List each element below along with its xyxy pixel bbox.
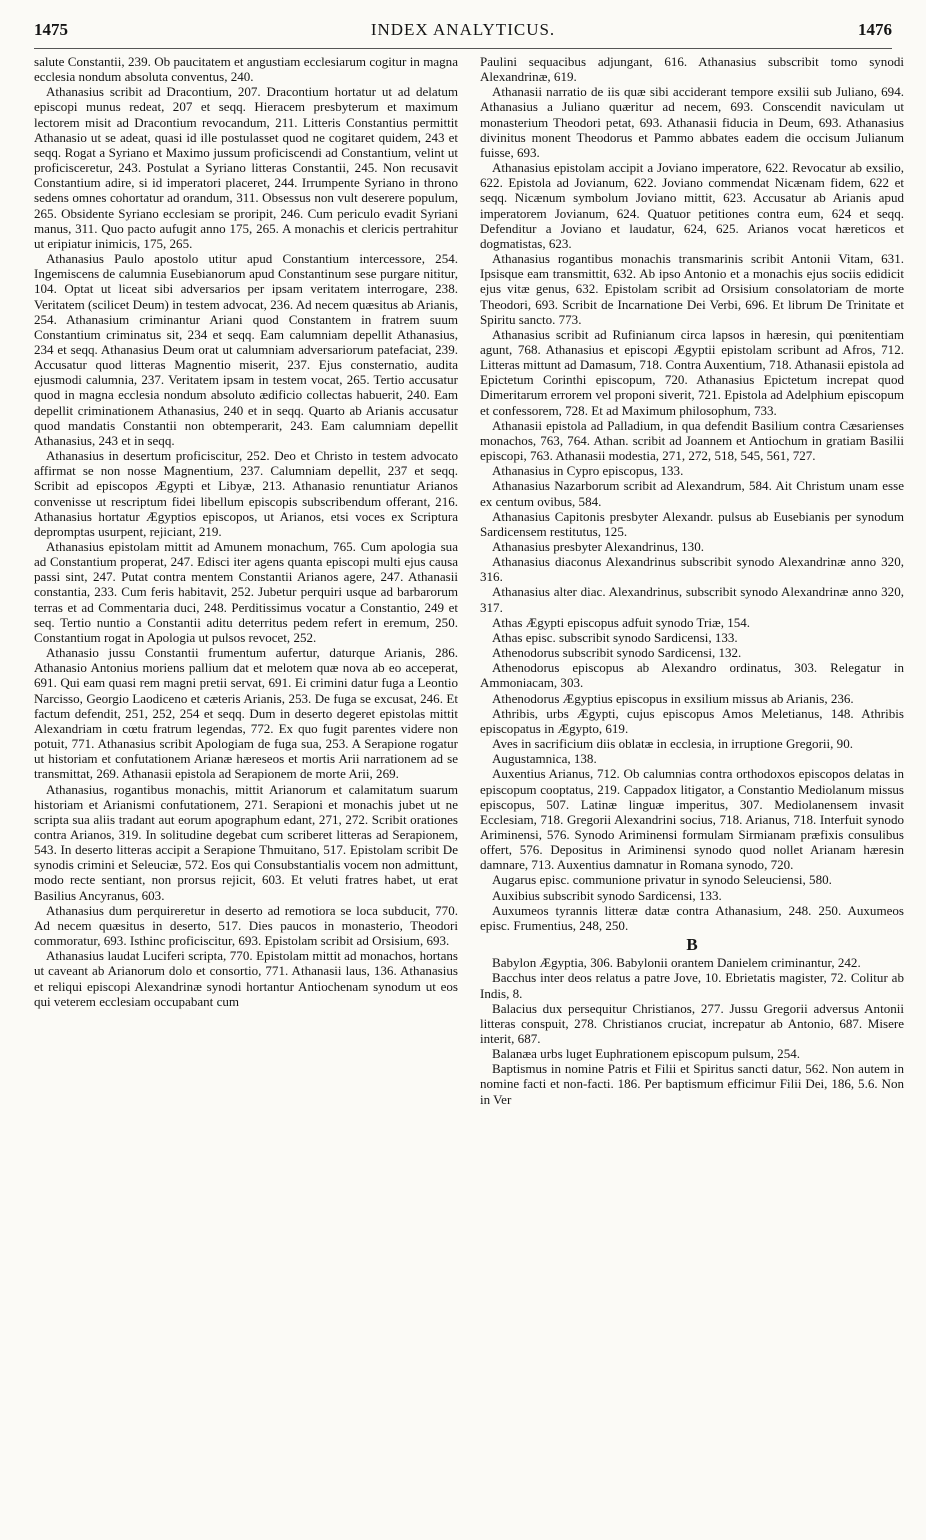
index-entry: Baptismus in nomine Patris et Filii et Spiritus sancti datur, 562. Non autem in nomine facti et non-facti. 186. Per baptismum efficimur Filii Dei, 186, 5.6. Non in Ver: [480, 1061, 904, 1107]
index-entry: Athanasii epistola ad Palladium, in qua defendit Basilium contra Cæsarienses monachos, 763, 764. Athan. scribit ad Joannem et Antiochum in gratiam Basilii episcopi, 763. Athanasii modestia, 271, 272, 518, 545, 561, 727.: [480, 417, 904, 464]
index-entry: Bacchus inter deos relatus a patre Jove, 10. Ebrietatis magister, 72. Colitur ab Indis, 8.: [480, 970, 904, 1001]
index-entry: Athanasius in Cypro episcopus, 133.: [492, 463, 684, 479]
index-entry: Augarus episc. communione privatur in synodo Seleuciensi, 580.: [492, 872, 832, 888]
index-entry: Athas episc. subscribit synodo Sardicensi, 133.: [492, 629, 738, 645]
right-column: [480, 54, 904, 1107]
index-entry: Athribis, urbs Ægypti, cujus episcopus Amos Meletianus, 148. Athribis episcopatus in Ægypto, 619.: [480, 705, 904, 736]
index-entry: Athanasius alter diac. Alexandrinus, subscribit synodo Alexandrinæ anno 320, 317.: [480, 584, 904, 615]
index-entry: Athanasio jussu Constantii frumentum aufertur, daturque Arianis, 286. Athanasio Antonius moriens pallium dat et melotem quæ nova ab eo acceperat, 691. Qui eam quasi rem magni pretii servat, 691. Ei crimini datur fuga a Leontio Narcisso, Georgio Laodiceno et cæteris Arianis, 253. De fuga se excusat, 246. Et factum defendit, 251, 252, 254 et seqq. Dum in deserto degeret epistolas mittit Alexandriam in cœtu fratrum legendas, 772. Ex quo fugit parentes videre non potuit, 771. Athanasius scribit Apologiam de fuga sua, 253. A Serapione rogatur ut historiam et confutationem Arianæ hæreseos et mortis Arii narrationem ad se transmittat, 269. Athanasii epistola ad Serapionem de morte Arii, 269.: [34, 645, 458, 782]
index-entry: Athanasius epistolam accipit a Joviano imperatore, 622. Revocatur ab exsilio, 622. Epistola ad Jovianum, 622. Joviano commendat Nicænam fidem, 622 et seqq. Nicænum symbolum Joviano mittit, 623. Accusatur ab Arianis apud imperatorem Jovianum, 624. Quatuor petitiones contra eum, 624 et seqq. Defenditur a Joviano et laudatur, 624, 625. Arianos vocat hæreticos et dogmatistas, 623.: [480, 160, 904, 251]
index-entry: Athanasius presbyter Alexandrinus, 130.: [492, 539, 704, 554]
index-entry: Augustamnica, 138.: [492, 751, 597, 767]
right-page-number: 1476: [858, 20, 892, 39]
index-entry: Athanasius rogantibus monachis transmarinis scribit Antonii Vitam, 631. Ipsisque eam transmittit, 632. Ab ipso Antonio et a monachis ejus sociis edidicit ejus vitæ genus, 632. Epistolam scribit ad Orsisium consolatoriam de morte Theodori, 693. Scribit de Incarnatione Dei Verbi, 696. Et librum De Trinitate et Spiritu sancto. 773.: [480, 251, 904, 327]
index-entry: Athanasius epistolam mittit ad Amunem monachum, 765. Cum apologia sua ad Constantium properat, 247. Edisci iter agens quanta episcopi multi ejus causa passi sint, 247. Putat contra mentem Constantii Arianos agere, 247. Athanasii constantia, 233. Cum feris habitavit, 252. Jubetur perquiri usque ad barbarorum terras et ad Commentaria duci, 248. Perditissimus vocatur a Constantio, 249 et seq. Tertio nuntio a Constantii aditu deterritus pedem refert in eremum, 250. Constantium rogat in Apologia ut pulsos revocet, 252.: [34, 539, 458, 645]
index-entry: Athanasius diaconus Alexandrinus subscribit synodo Alexandrinæ anno 320, 316.: [480, 554, 904, 585]
index-entry: Athanasius Nazarborum scribit ad Alexandrum, 584. Ait Christum unam esse ex centum ovibus, 584.: [480, 478, 904, 509]
index-entry: Athanasius scribit ad Dracontium, 207. Dracontium hortatur ut ad delatum episcopi munus redeat, 207 et seqq. Hieracem presbyterum et maximum lectorem misit ad Dracontium revocandum, 211. Litteris Constantius permittit Athanasio ut se adeat, quasi id ille postulasset quod ne cogitaret quidem, 243 et seqq. Rogat a Syriano et Maximo jussum proficiscendi ad Constantium, velint ut proficisceretur, 243. Postulat a Syriano litteras Constantii, 245. Non recusavit Constantium adire, si id imperatori placeret, 244. Irrumpente Syriano in throno sedens omnes cohortatur ad orandum, 311. Obsessus non vult deserere populum, 265. Obsidente Syriano ecclesiam se proripit, 246. Cum periculo evadit Syriani manus, 311. Quo pacto aufugit anno 175, 265. A monachis et clericis pertrahitur ut eripiatur inimicis, 175, 265.: [34, 84, 458, 251]
index-entry: Athenodorus episcopus ab Alexandro ordinatus, 303. Relegatur in Ammoniacam, 303.: [480, 660, 904, 691]
index-entry: Auxentius Arianus, 712. Ob calumnias contra orthodoxos episcopos delatas in episcopum cooptatus, 219. Cappadox litigator, a Constantio Mediolanum missus episcopus, 507. Latinæ linguæ imperitus, 307. Mediolanensem invasit Ecclesiam, 718. Gregorii Alexandrini socius, 718. Arianus, 718. Interfuit synodo Ariminensi, 576. Synodo Ariminensi formulam Sirmianam præfixis consulibus offert, 576. Depositus in Ariminensi synodo quod nollet Arianam hæresin damnare, 713. Auxentius damnatur in Romana synodo, 720.: [480, 766, 904, 873]
running-title: INDEX ANALYTICUS.: [370, 20, 556, 39]
index-entry: Balanæa urbs luget Euphrationem episcopum pulsum, 254.: [492, 1046, 801, 1062]
index-entry: Aves in sacrificium diis oblatæ in ecclesia, in irruptione Gregorii, 90.: [492, 736, 853, 752]
index-entry: Balacius dux persequitur Christianos, 277. Jussu Gregorii adversus Antonii litteras conspuit, 278. Christianos cruciat, increpatur ab Antonio, 687. Misere interit, 687.: [480, 1000, 904, 1046]
left-page-number: 1475: [34, 20, 68, 39]
index-entry: Athanasius laudat Luciferi scripta, 770. Epistolam mittit ad monachos, hortans ut caveant ab Arianorum dolo et consortio, 771. Athanasii laus, 136. Athanasius et reliqui episcopi Alexandrinæ synodi hortantur Antiochenam synodum ut eos qui veterem ecclesiam occupabant cum: [34, 948, 458, 1009]
index-entry: salute Constantii, 239. Ob paucitatem et angustiam ecclesiarum cogitur in magna ecclesia nondum absoluta conventus, 240.: [34, 54, 458, 85]
index-entry: Athanasius, rogantibus monachis, mittit Arianorum et calamitatum suarum historiam et Arianismi confutationem, 271. Serapioni et monachis jubet ut ne scripta sua aliis tradant aut eorum apographum edant, 271, 272. Scribit orationes contra Arianos, 319. In solitudine degebat cum scriberet litteras ad Serapionem, 543. In deserto litteras accipit a Serapione Thmuitano, 517. Epistolam scribit De synodis crimini et Seleuciæ, 572. Eos qui Consubstantialis vocem non admittunt, modo recte sentiant, non prorsus rejicit, 603. Et veluti fratres habet, ut erat Basilius Ancyranus, 603.: [34, 781, 458, 903]
index-entry: Athenodorus Ægyptius episcopus in exsilium missus ab Arianis, 236.: [492, 690, 854, 706]
index-entry: Auxumeos tyrannis litteræ datæ contra Athanasium, 248. 250. Auxumeos episc. Frumentius, 248, 250.: [480, 902, 904, 933]
index-entry: Athenodorus subscribit synodo Sardicensi, 132.: [492, 645, 742, 661]
index-entry: Athanasii narratio de iis quæ sibi acciderant tempore exsilii sub Juliano, 694. Athanasius a Juliano quæritur ad necem, 693. Conscendit naviculam ut monasterium Theodori petat, 693. Athanasii fiducia in Deum, 693. Athanasius divinitus monent Theodorus et Pammo abbates eadem die occisum Julianum fuisse, 693.: [480, 84, 904, 160]
index-entry: Athanasius Capitonis presbyter Alexandr. pulsus ab Eusebianis per synodum Sardicensem restitutus, 125.: [480, 508, 904, 539]
left-column: [34, 54, 458, 1009]
index-entry: Athas Ægypti episcopus adfuit synodo Triæ, 154.: [492, 614, 751, 630]
index-entry: Athanasius Paulo apostolo utitur apud Constantium intercessore, 254. Ingemiscens de calumnia Eusebianorum apud Constantinum sese purgare nititur, 104. Optat ut liceat sibi adversarios per ipsam veritatem interrogare, 238. Veritatem (scilicet Deum) in testem advocat, 236. Ad necem quæsitus ab Arianis, 254. Athanasium criminantur Ariani quod Constantem in fratrem suum Constantium criminatus sit, 234 et seqq. Eam calumniam depellit Athanasius, 234 et seqq. Athanasius Deum orat ut calumniam adversariorum patefaciat, 239. Accusatur quod litteras Magnentio miserit, 237. Ejus consternatio, audita ejusmodi calumnia, 237. Veritatem ipsam in testem vocat, 265. Tertio accusatur quod in magna ecclesia nondum absoluto ædificio collectas habuerit, 240. Eam depellit criminationem Athanasius, 240 et in seqq. Quarto ab Arianis accusatur quod mandatis Constantii non obtemperarit, 243. Eam calumniam depellit Athanasius, 243 et in seqq.: [34, 251, 458, 448]
section-letter: B: [686, 935, 698, 955]
index-entry: Auxibius subscribit synodo Sardicensi, 133.: [492, 887, 722, 903]
index-entry: Athanasius scribit ad Rufinianum circa lapsos in hæresin, qui pœnitentiam agunt, 768. Athanasius et episcopi Ægyptii epistolam scribunt ad Afros, 712. Litteras mittunt ad Damasum, 718. Contra Auxentium, 718. Athanasii epistola ad Epictetum Corinthi episcopum, 720. Athanasius Epictetum increpat quod Dimeritarum errorem vel proponi siverit, 721. Epistola ad Adelphium episcopum et confessorem, 728. Et ad Maximum philosophum, 733.: [480, 326, 904, 418]
index-entry: Paulini sequacibus adjungant, 616. Athanasius subscribit tomo synodi Alexandrinæ, 619.: [480, 54, 904, 85]
index-entry: Athanasius dum perquireretur in deserto ad remotiora se loca subducit, 770. Ad necem quæsitus in deserto, 517. Dies paucos in monasterio, Theodori commoratur, 693. Isthinc proficiscitur, 693. Epistolam scribit ad Orsisium, 693.: [34, 902, 458, 949]
page-header: [34, 20, 892, 49]
index-entry: Babylon Ægyptia, 306. Babylonii orantem Danielem criminantur, 242.: [492, 955, 861, 971]
index-entry: Athanasius in desertum proficiscitur, 252. Deo et Christo in testem advocato affirmat se non nosse Magnentium, 237. Calumniam depellit, 237 et seqq. Scribit ad episcopos Ægypti et Libyæ, 213. Athanasio renuntiatur Arianos convenisse ut rescriptum fidei libellum episcopis subscribendum offerant, 216. Athanasius hortatur Ægyptios episcopos, ut Arianos, etsi voces ex Scriptura depromptas usurpent, rejiciant, 219.: [34, 448, 458, 539]
